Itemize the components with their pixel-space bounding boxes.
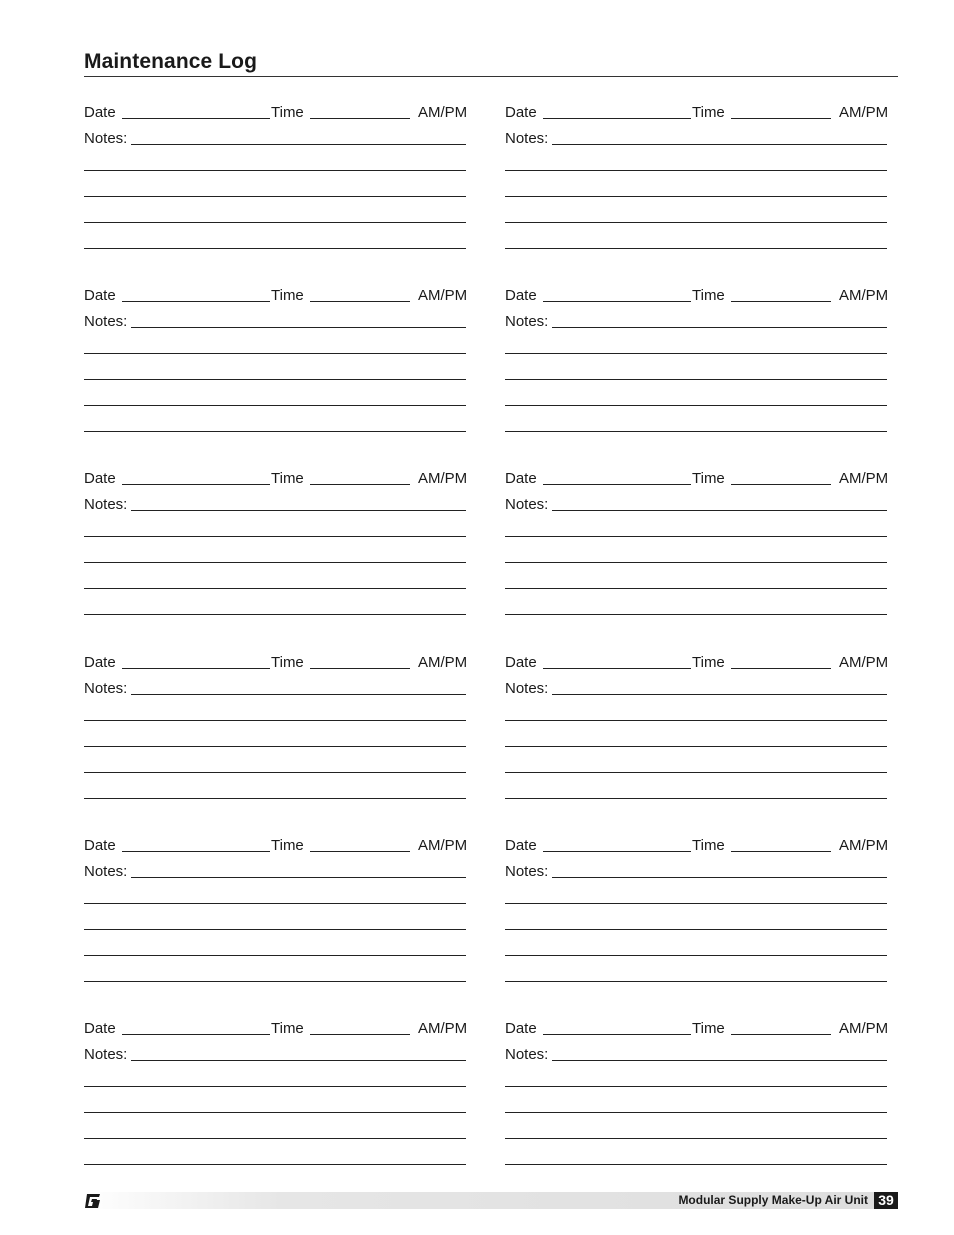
log-entry — [505, 1020, 893, 1180]
time-field[interactable] — [310, 1034, 410, 1035]
notes-line[interactable] — [84, 903, 466, 904]
notes-line[interactable] — [505, 929, 887, 930]
notes-line[interactable] — [505, 1112, 887, 1113]
notes-line[interactable] — [84, 614, 466, 615]
notes-line[interactable] — [505, 720, 887, 721]
date-label: Date — [84, 104, 116, 121]
notes-line[interactable] — [505, 614, 887, 615]
notes-line[interactable] — [84, 929, 466, 930]
notes-field[interactable] — [131, 510, 466, 511]
log-entry — [84, 654, 472, 814]
time-label: Time — [271, 654, 304, 671]
log-entry — [505, 287, 893, 447]
date-field[interactable] — [122, 668, 270, 669]
notes-field[interactable] — [552, 144, 887, 145]
page-title: Maintenance Log — [84, 50, 258, 73]
time-label: Time — [692, 654, 725, 671]
notes-field[interactable] — [131, 144, 466, 145]
greenheck-logo-icon — [84, 1192, 102, 1209]
notes-line[interactable] — [84, 248, 466, 249]
notes-line[interactable] — [505, 746, 887, 747]
date-label: Date — [505, 837, 537, 854]
notes-line[interactable] — [505, 772, 887, 773]
notes-field[interactable] — [552, 510, 887, 511]
notes-line[interactable] — [84, 196, 466, 197]
date-field[interactable] — [543, 668, 691, 669]
notes-label: Notes: — [505, 680, 549, 697]
time-field[interactable] — [731, 301, 831, 302]
date-label: Date — [505, 287, 537, 304]
ampm-label: AM/PM — [418, 1020, 468, 1037]
notes-line[interactable] — [505, 981, 887, 982]
time-label: Time — [271, 1020, 304, 1037]
date-label: Date — [84, 837, 116, 854]
date-field[interactable] — [543, 118, 691, 119]
date-field[interactable] — [543, 851, 691, 852]
notes-field[interactable] — [552, 877, 887, 878]
ampm-label: AM/PM — [418, 104, 468, 121]
notes-line[interactable] — [505, 353, 887, 354]
log-entry — [84, 104, 472, 264]
notes-line[interactable] — [84, 431, 466, 432]
notes-line[interactable] — [84, 222, 466, 223]
time-field[interactable] — [310, 484, 410, 485]
time-field[interactable] — [731, 484, 831, 485]
notes-label: Notes: — [505, 130, 549, 147]
notes-line[interactable] — [84, 746, 466, 747]
notes-field[interactable] — [131, 327, 466, 328]
date-label: Date — [84, 287, 116, 304]
notes-field[interactable] — [552, 694, 887, 695]
time-field[interactable] — [310, 668, 410, 669]
notes-line[interactable] — [505, 536, 887, 537]
notes-line[interactable] — [505, 196, 887, 197]
notes-label: Notes: — [505, 1046, 549, 1063]
notes-label: Notes: — [505, 313, 549, 330]
time-field[interactable] — [731, 851, 831, 852]
log-entry — [84, 287, 472, 447]
notes-label: Notes: — [84, 130, 128, 147]
notes-line[interactable] — [84, 720, 466, 721]
notes-label: Notes: — [84, 680, 128, 697]
log-entry — [84, 837, 472, 997]
notes-line[interactable] — [84, 955, 466, 956]
date-field[interactable] — [122, 484, 270, 485]
ampm-label: AM/PM — [839, 837, 889, 854]
notes-line[interactable] — [84, 170, 466, 171]
date-label: Date — [505, 470, 537, 487]
notes-line[interactable] — [505, 222, 887, 223]
notes-field[interactable] — [131, 1060, 466, 1061]
notes-line[interactable] — [505, 1138, 887, 1139]
notes-label: Notes: — [84, 496, 128, 513]
time-field[interactable] — [731, 118, 831, 119]
log-entry — [505, 104, 893, 264]
date-field[interactable] — [122, 851, 270, 852]
ampm-label: AM/PM — [418, 287, 468, 304]
notes-field[interactable] — [131, 694, 466, 695]
notes-line[interactable] — [505, 379, 887, 380]
ampm-label: AM/PM — [418, 470, 468, 487]
ampm-label: AM/PM — [418, 654, 468, 671]
date-label: Date — [505, 1020, 537, 1037]
ampm-label: AM/PM — [839, 1020, 889, 1037]
log-entry — [505, 837, 893, 997]
date-field[interactable] — [122, 301, 270, 302]
notes-field[interactable] — [552, 327, 887, 328]
notes-line[interactable] — [84, 981, 466, 982]
date-label: Date — [84, 1020, 116, 1037]
notes-line[interactable] — [505, 1086, 887, 1087]
time-label: Time — [692, 837, 725, 854]
time-field[interactable] — [731, 668, 831, 669]
notes-line[interactable] — [505, 903, 887, 904]
notes-line[interactable] — [84, 353, 466, 354]
time-label: Time — [692, 287, 725, 304]
notes-line[interactable] — [84, 379, 466, 380]
notes-label: Notes: — [84, 1046, 128, 1063]
date-field[interactable] — [543, 1034, 691, 1035]
date-label: Date — [84, 654, 116, 671]
log-entry — [505, 470, 893, 630]
time-label: Time — [692, 1020, 725, 1037]
ampm-label: AM/PM — [839, 104, 889, 121]
notes-line[interactable] — [505, 1164, 887, 1165]
date-field[interactable] — [543, 484, 691, 485]
date-label: Date — [505, 104, 537, 121]
date-field[interactable] — [543, 301, 691, 302]
log-entry — [505, 654, 893, 814]
notes-line[interactable] — [84, 588, 466, 589]
date-field[interactable] — [122, 1034, 270, 1035]
time-label: Time — [271, 837, 304, 854]
notes-label: Notes: — [505, 496, 549, 513]
log-entry — [84, 1020, 472, 1180]
notes-line[interactable] — [84, 772, 466, 773]
time-label: Time — [271, 104, 304, 121]
time-label: Time — [271, 287, 304, 304]
notes-line[interactable] — [84, 1112, 466, 1113]
time-label: Time — [271, 470, 304, 487]
date-label: Date — [505, 654, 537, 671]
notes-field[interactable] — [552, 1060, 887, 1061]
ampm-label: AM/PM — [839, 470, 889, 487]
notes-label: Notes: — [505, 863, 549, 880]
notes-line[interactable] — [84, 405, 466, 406]
ampm-label: AM/PM — [839, 287, 889, 304]
time-field[interactable] — [310, 851, 410, 852]
ampm-label: AM/PM — [839, 654, 889, 671]
footer-product-name: Modular Supply Make-Up Air Unit — [678, 1193, 868, 1207]
notes-line[interactable] — [84, 536, 466, 537]
notes-line[interactable] — [84, 1138, 466, 1139]
notes-label: Notes: — [84, 313, 128, 330]
notes-line[interactable] — [84, 562, 466, 563]
notes-line[interactable] — [505, 588, 887, 589]
notes-line[interactable] — [505, 170, 887, 171]
page-number: 39 — [874, 1192, 898, 1209]
notes-line[interactable] — [505, 248, 887, 249]
time-label: Time — [692, 470, 725, 487]
notes-line[interactable] — [505, 405, 887, 406]
notes-line[interactable] — [84, 1086, 466, 1087]
notes-field[interactable] — [131, 877, 466, 878]
notes-label: Notes: — [84, 863, 128, 880]
notes-line[interactable] — [505, 431, 887, 432]
notes-line[interactable] — [84, 1164, 466, 1165]
date-field[interactable] — [122, 118, 270, 119]
title-rule — [84, 76, 898, 77]
notes-line[interactable] — [84, 798, 466, 799]
notes-line[interactable] — [505, 562, 887, 563]
time-field[interactable] — [310, 301, 410, 302]
notes-line[interactable] — [505, 955, 887, 956]
time-label: Time — [692, 104, 725, 121]
ampm-label: AM/PM — [418, 837, 468, 854]
notes-line[interactable] — [505, 798, 887, 799]
log-entry — [84, 470, 472, 630]
time-field[interactable] — [731, 1034, 831, 1035]
time-field[interactable] — [310, 118, 410, 119]
date-label: Date — [84, 470, 116, 487]
